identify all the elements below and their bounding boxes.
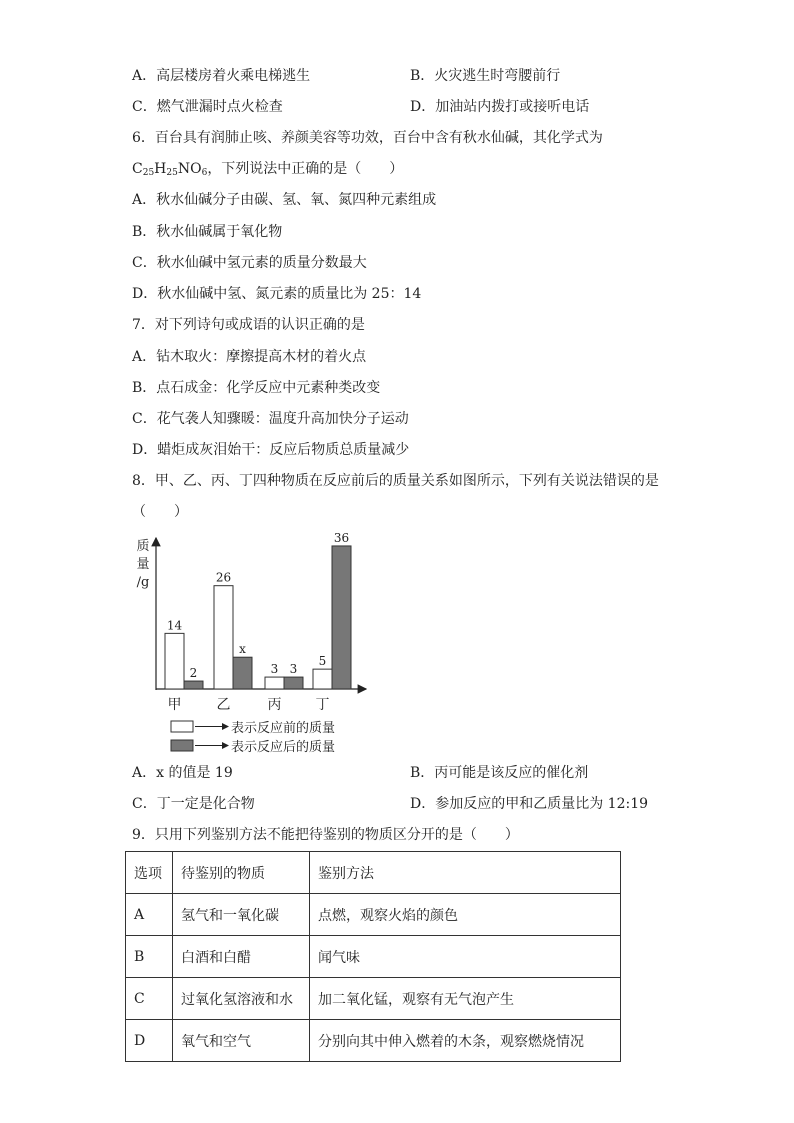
q8-option-a: A．x 的值是 19 <box>132 765 233 781</box>
q8-stem: 8．甲、乙、丙、丁四种物质在反应前后的质量关系如图所示，下列有关说法错误的是 <box>132 473 659 489</box>
table-cell: B <box>126 936 173 978</box>
table-cell: 分别向其中伸入燃着的木条，观察燃烧情况 <box>310 1020 621 1062</box>
q8-option-d: D．参加反应的甲和乙质量比为 12:19 <box>410 796 649 812</box>
legend-arrow-icon <box>222 742 229 749</box>
q6-option-d: D．秋水仙碱中氢、氮元素的质量比为 25：14 <box>132 286 422 302</box>
q8-stem-blank: （ ） <box>132 504 188 520</box>
header-option: 选项 <box>126 852 173 894</box>
bar-before <box>313 669 332 689</box>
bar-data-label: x <box>239 642 246 657</box>
y-axis-label: 质 <box>136 539 150 554</box>
table-cell: 点燃，观察火焰的颜色 <box>310 894 621 936</box>
formula-c: C <box>132 161 143 177</box>
formula-h: H <box>154 161 167 177</box>
bar-after <box>184 681 203 689</box>
table-row <box>126 1020 621 1062</box>
bar-before <box>214 586 233 689</box>
q5-option-d: D．加油站内拨打或接听电话 <box>410 99 590 115</box>
table-cell: 氢气和一氧化碳 <box>173 894 310 936</box>
q6-option-b: B．秋水仙碱属于氧化物 <box>132 224 283 240</box>
x-tick-label: 甲 <box>167 697 182 713</box>
bar-data-label: 5 <box>318 654 327 669</box>
bar-after <box>284 677 303 689</box>
q6-formula-line <box>132 159 403 183</box>
table-cell: A <box>126 894 173 936</box>
y-axis-label: /g <box>136 575 150 590</box>
table-cell: 氧气和空气 <box>173 1020 310 1062</box>
bar-data-label: 3 <box>289 662 298 677</box>
table-header-row <box>126 852 621 894</box>
table-cell: D <box>126 1020 173 1062</box>
q7-stem: 7．对下列诗句或成语的认识正确的是 <box>132 317 365 333</box>
bar-after <box>233 657 252 689</box>
q7-option-a: A．钻木取火：摩擦提高木材的着火点 <box>132 349 367 365</box>
table-cell: C <box>126 978 173 1020</box>
bar-before <box>265 677 284 689</box>
y-axis-label: 量 <box>136 557 150 572</box>
legend-arrow-icon <box>222 723 229 730</box>
q5-option-a: A．高层楼房着火乘电梯逃生 <box>132 68 311 84</box>
bar-data-label: 2 <box>189 666 198 681</box>
table-row <box>126 894 621 936</box>
q7-option-c: C．花气袭人知骤暖：温度升高加快分子运动 <box>132 411 409 427</box>
q7-option-b: B．点石成金：化学反应中元素种类改变 <box>132 380 381 396</box>
mass-bar-chart <box>132 530 372 758</box>
x-tick-label: 丙 <box>267 697 282 713</box>
q7-option-d: D．蜡炬成灰泪始干：反应后物质总质量减少 <box>132 442 410 458</box>
bar-data-label: 3 <box>270 662 279 677</box>
legend-swatch <box>171 721 193 732</box>
header-substances: 待鉴别的物质 <box>173 852 310 894</box>
legend-label: 表示反应后的质量 <box>231 740 336 755</box>
bar-before <box>165 633 184 689</box>
legend-label: 表示反应前的质量 <box>231 721 336 736</box>
q6-stem-tail: ，下列说法中正确的是（ ） <box>207 161 404 177</box>
table-cell: 闻气味 <box>310 936 621 978</box>
bar-data-label: 14 <box>166 618 183 633</box>
q5-option-b: B．火灾逃生时弯腰前行 <box>410 68 561 84</box>
q6-stem: 6．百台具有润肺止咳、养颜美容等功效，百台中含有秋水仙碱，其化学式为 <box>132 130 603 146</box>
table-row <box>126 936 621 978</box>
bar-data-label: 36 <box>333 530 350 545</box>
q8-option-b: B．丙可能是该反应的催化剂 <box>410 765 589 781</box>
table-row <box>126 978 621 1020</box>
q6-option-a: A．秋水仙碱分子由碳、氢、氧、氮四种元素组成 <box>132 192 437 208</box>
q5-option-c: C．燃气泄漏时点火检查 <box>132 99 283 115</box>
bar-data-label: 26 <box>215 570 232 585</box>
formula-o-count: 6 <box>201 168 208 178</box>
bar-after <box>332 546 351 689</box>
x-tick-label: 丁 <box>315 697 330 713</box>
header-method: 鉴别方法 <box>310 852 621 894</box>
q9-stem: 9．只用下列鉴别方法不能把待鉴别的物质区分开的是（ ） <box>132 827 519 843</box>
formula-h-count: 25 <box>166 168 178 178</box>
x-tick-label: 乙 <box>216 697 231 713</box>
table-cell: 白酒和白醋 <box>173 936 310 978</box>
q8-option-c: C．丁一定是化合物 <box>132 796 255 812</box>
q6-option-c: C．秋水仙碱中氢元素的质量分数最大 <box>132 255 367 271</box>
formula-no: NO <box>177 161 202 177</box>
table-cell: 加二氧化锰，观察有无气泡产生 <box>310 978 621 1020</box>
legend-swatch <box>171 740 193 751</box>
table-cell: 过氧化氢溶液和水 <box>173 978 310 1020</box>
q9-table <box>125 851 621 1062</box>
formula-c-count: 25 <box>142 168 155 178</box>
